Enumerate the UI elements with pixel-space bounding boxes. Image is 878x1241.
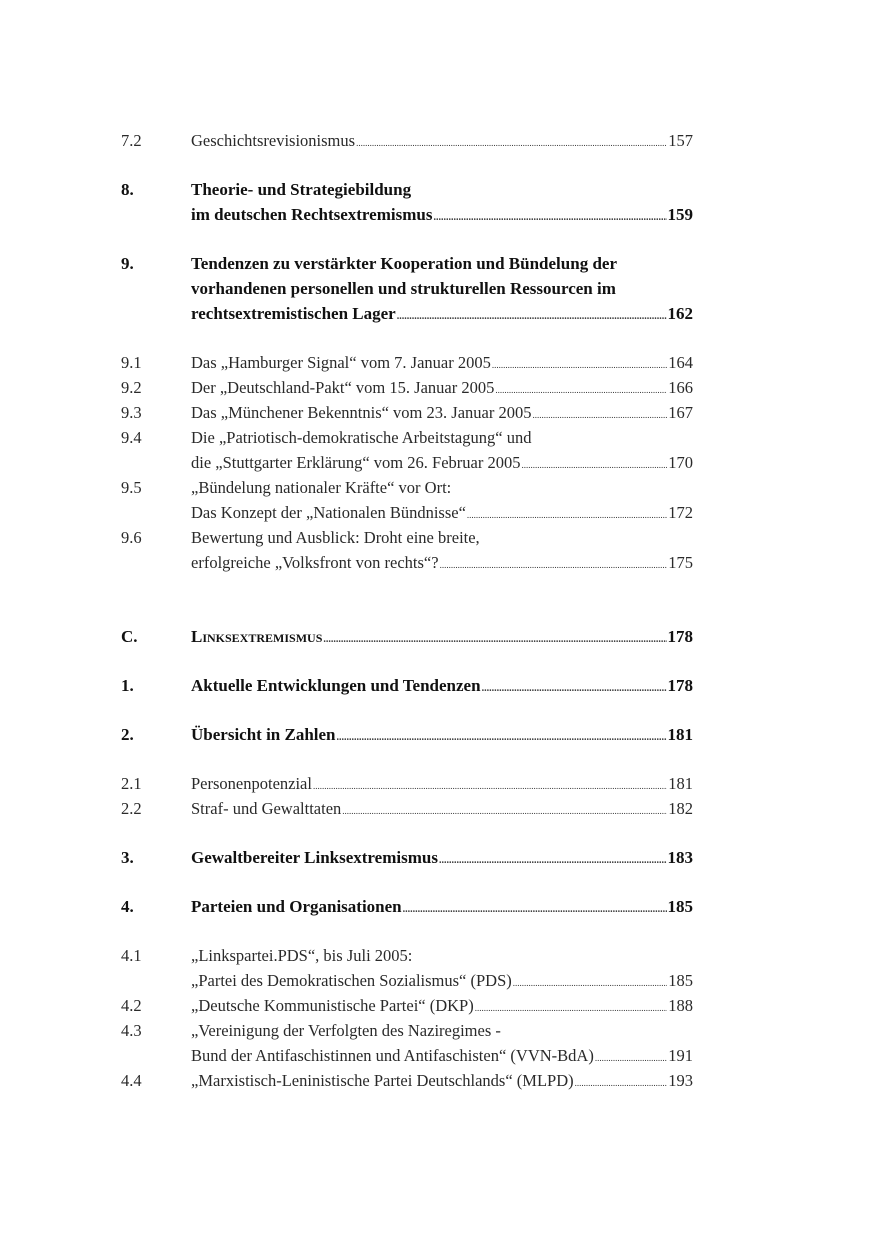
toc-title: „Linkspartei.PDS“, bis Juli 2005:: [191, 946, 413, 965]
dot-leader: [482, 676, 667, 701]
toc-number: 9.3: [121, 403, 142, 422]
toc-entry-4-3: [121, 1018, 693, 1068]
toc-page-number: 166: [668, 378, 693, 397]
toc-number: C.: [121, 627, 138, 646]
toc-entry-9-2: [121, 375, 693, 400]
toc-entry-4-4: [121, 1068, 693, 1093]
toc-page-number: 167: [668, 403, 693, 422]
dot-leader: [575, 1071, 668, 1096]
toc-page-number: 193: [668, 1071, 693, 1090]
dot-leader: [342, 799, 667, 824]
toc-title: Das „Hamburger Signal“ vom 7. Januar 2005: [191, 353, 491, 372]
toc-entry-1: [121, 673, 693, 698]
toc-number: 2.2: [121, 799, 142, 818]
dot-leader: [323, 627, 666, 652]
toc-title: Bund der Antifaschistinnen und Antifaschisten“ (VVN-BdA): [191, 1046, 594, 1065]
dot-leader: [356, 131, 667, 156]
toc-number: 1.: [121, 676, 134, 695]
toc-title: Linksextremismus: [191, 627, 323, 646]
toc-number: 4.3: [121, 1021, 142, 1040]
toc-title: vorhandenen personellen und strukturellen Ressourcen im: [191, 279, 616, 298]
toc-page-number: 182: [668, 799, 693, 818]
toc-entry-9-4: [121, 425, 693, 475]
toc-number: 4.2: [121, 996, 142, 1015]
toc-entry-4-2: [121, 993, 693, 1018]
toc-entry-9-6: [121, 525, 693, 575]
toc-title: Aktuelle Entwicklungen und Tendenzen: [191, 676, 481, 695]
toc-title: erfolgreiche „Volksfront von rechts“?: [191, 553, 439, 572]
toc-title: Das Konzept der „Nationalen Bündnisse“: [191, 503, 466, 522]
toc-page-number: 164: [668, 353, 693, 372]
toc-entry-7-2: [121, 128, 693, 153]
toc-entry-4-1: [121, 943, 693, 993]
toc-title: die „Stuttgarter Erklärung“ vom 26. Februar 2005: [191, 453, 521, 472]
toc-entry-9-5: [121, 475, 693, 525]
toc-title: Der „Deutschland-Pakt“ vom 15. Januar 2005: [191, 378, 495, 397]
toc-title: rechtsextremistischen Lager: [191, 304, 396, 323]
dot-leader: [433, 205, 666, 230]
toc-title: Theorie- und Strategiebildung: [191, 180, 412, 199]
toc-title: Übersicht in Zahlen: [191, 725, 336, 744]
dot-leader: [337, 725, 667, 750]
toc-entry-3: [121, 845, 693, 870]
toc-title: Die „Patriotisch-demokratische Arbeitstagung“ und: [191, 428, 532, 447]
toc-title: „Marxistisch-Leninistische Partei Deutschlands“ (MLPD): [191, 1071, 574, 1090]
toc-title: Tendenzen zu verstärkter Kooperation und Bündelung der: [191, 254, 617, 273]
toc-number: 8.: [121, 180, 134, 199]
toc-page-number: 170: [668, 453, 693, 472]
toc-page-number: 185: [667, 897, 693, 916]
toc-title: „Vereinigung der Verfolgten des Naziregimes -: [191, 1021, 501, 1040]
toc-page-number: 178: [667, 676, 693, 695]
toc-entry-2-2: [121, 796, 693, 821]
toc-title: Das „Münchener Bekenntnis“ vom 23. Januar 2005: [191, 403, 532, 422]
toc-title: Personenpotenzial: [191, 774, 312, 793]
toc-title: im deutschen Rechtsextremismus: [191, 205, 433, 224]
dot-leader: [440, 553, 668, 578]
toc-page-number: 181: [667, 725, 693, 744]
toc-entry-9-1: [121, 350, 693, 375]
toc-number: 9.: [121, 254, 134, 273]
toc-title: „Partei des Demokratischen Sozialismus“ (PDS): [191, 971, 512, 990]
toc-number: 9.2: [121, 378, 142, 397]
dot-leader: [403, 897, 667, 922]
toc-entry-9: [121, 251, 693, 326]
toc-number: 9.6: [121, 528, 142, 547]
toc-page-number: 162: [667, 304, 693, 323]
toc-page-number: 181: [668, 774, 693, 793]
toc-number: 9.4: [121, 428, 142, 447]
toc-number: 4.4: [121, 1071, 142, 1090]
toc-page-number: 159: [667, 205, 693, 224]
toc-title: Parteien und Organisationen: [191, 897, 402, 916]
toc-number: 4.1: [121, 946, 142, 965]
toc-entry-8: [121, 177, 693, 227]
toc-title: Straf- und Gewalttaten: [191, 799, 342, 818]
dot-leader: [439, 848, 667, 873]
toc-page-number: 183: [667, 848, 693, 867]
toc-page-number: 172: [668, 503, 693, 522]
toc-number: 2.: [121, 725, 134, 744]
toc-entry-4: [121, 894, 693, 919]
toc-title: Gewaltbereiter Linksextremismus: [191, 848, 438, 867]
toc-page-number: 175: [668, 553, 693, 572]
toc-entry-2: [121, 722, 693, 747]
toc-entry-2-1: [121, 771, 693, 796]
toc-title: Bewertung und Ausblick: Droht eine breite,: [191, 528, 480, 547]
dot-leader: [397, 304, 667, 329]
toc-page-number: 188: [668, 996, 693, 1015]
toc-number: 3.: [121, 848, 134, 867]
toc-entry-c: [121, 624, 693, 649]
toc-page-number: 191: [668, 1046, 693, 1065]
toc-page-number: 178: [667, 627, 693, 646]
table-of-contents: [121, 128, 693, 1093]
toc-page-number: 185: [668, 971, 693, 990]
toc-number: 9.1: [121, 353, 142, 372]
toc-number: 7.2: [121, 131, 142, 150]
toc-title: „Bündelung nationaler Kräfte“ vor Ort:: [191, 478, 452, 497]
toc-number: 2.1: [121, 774, 142, 793]
toc-title: Geschichtsrevisionismus: [191, 131, 356, 150]
toc-entry-9-3: [121, 400, 693, 425]
toc-title: „Deutsche Kommunistische Partei“ (DKP): [191, 996, 474, 1015]
toc-number: 4.: [121, 897, 134, 916]
toc-number: 9.5: [121, 478, 142, 497]
toc-page-number: 157: [668, 131, 693, 150]
